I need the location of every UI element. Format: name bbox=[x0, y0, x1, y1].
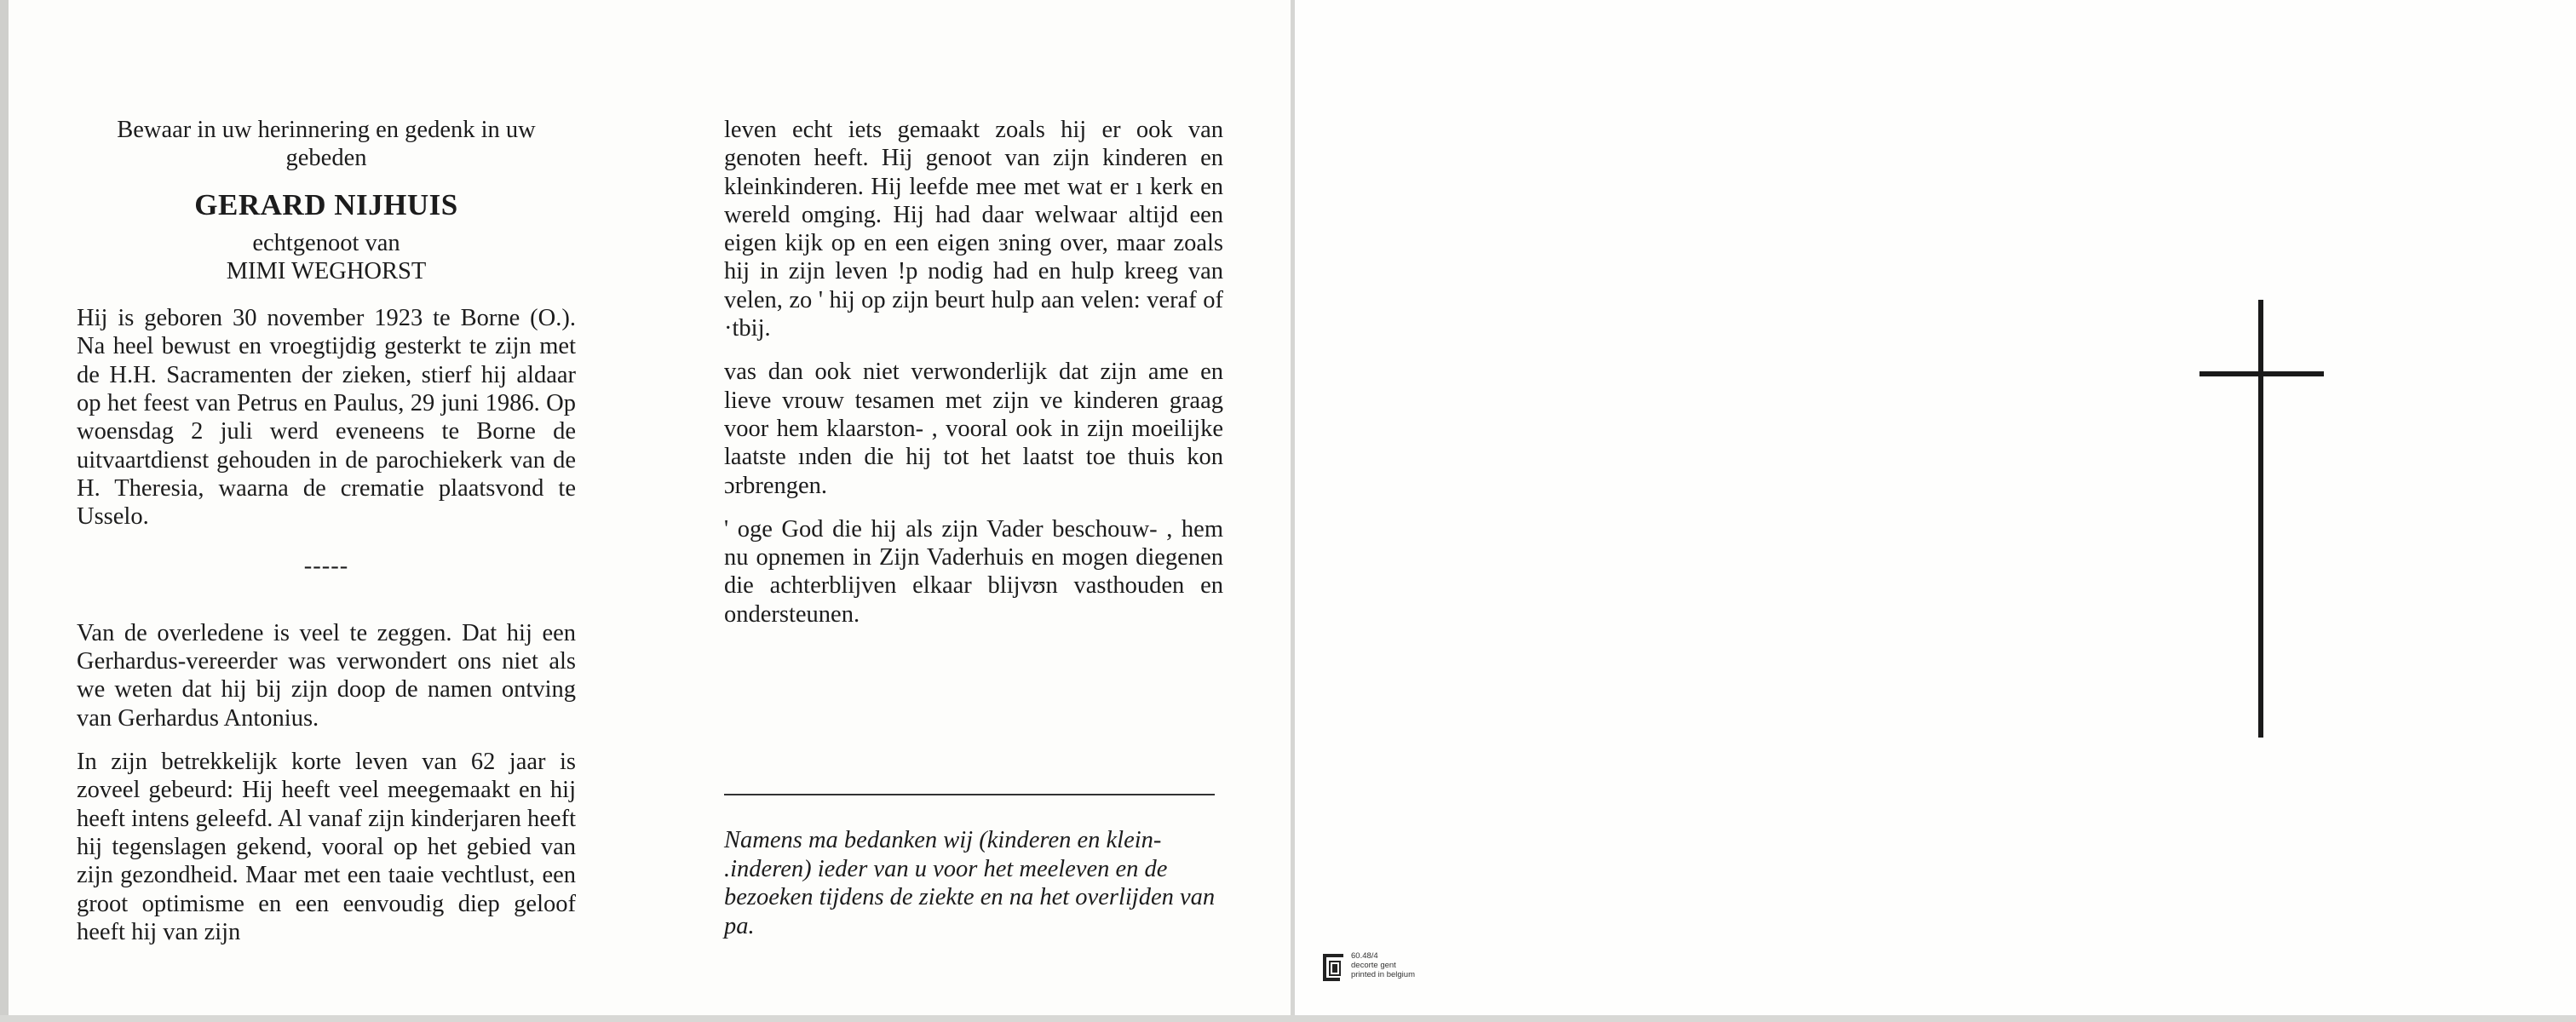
scan-bottom-edge bbox=[0, 1015, 2576, 1022]
printer-company: decorte gent bbox=[1351, 961, 1396, 970]
deceased-name: GERARD NIJHUIS bbox=[194, 187, 458, 221]
cross-icon bbox=[2258, 300, 2263, 738]
birth-paragraph: Hij is geboren 30 november 1923 te Borne (O.). Na heel bewust en vroegtijdig gesterkt te zijn met de H.H. Sacramenten der zieken, stierf hij aldaar op het feest van Petrus en Paulus, 29 juni 1986. Op woensdag 2 juli werd eveneens te Borne de uitvaartdienst gehouden in de parochiekerk van de H. Theresia, waarna de crematie plaatsvond te Usselo. bbox=[77, 305, 576, 531]
intro-text: Bewaar in uw herinnering en gedenk in uw gebeden bbox=[117, 117, 536, 172]
cross-icon-bar bbox=[2199, 371, 2324, 376]
printer-code: 60.48/4 bbox=[1351, 951, 1378, 961]
separator: ----- bbox=[303, 552, 349, 579]
card-back-panel bbox=[1295, 0, 2576, 1015]
text-column-left bbox=[77, 116, 576, 946]
continued-paragraph: leven echt iets gemaakt zoals hij er ook van genoten heeft. Hij genoot van zijn kinderen en kleinkinderen. Hij leefde mee met wat er ı kerk en wereld omging. Hij had daar welwaar altijd een eigen kijk op en een eigen ɜning over, maar zoals hij in zijn leven !p nodig had en hulp kreeg van velen, zo ' hij op zijn beurt hulp aan velen: veraf of ·tbij. bbox=[724, 117, 1223, 342]
card-edge-shadow bbox=[0, 0, 9, 1022]
text-column-right bbox=[724, 116, 1223, 629]
prayer-paragraph: ' oge God die hij als zijn Vader beschouw- , hem nu opnemen in Zijn Vaderhuis en mogen diegenen die achterblijven elkaar blijvʊn vasthouden en ondersteunen. bbox=[724, 515, 1223, 628]
family-paragraph: vas dan ook niet verwonderlijk dat zijn ame en lieve vrouw tesamen met zijn ve kinderen graag voor hem klaarston- , vooral ook in zijn moeilijke laatste ınden die hij tot het laatst toe thuis kon ɔrbrengen. bbox=[724, 359, 1223, 499]
name-paragraph: Van de overledene is veel te zeggen. Dat hij een Gerhardus-vereerder was verwondert ons niet als we weten dat hij bij zijn doop de namen ontving van Gerhardus Antonius. bbox=[77, 619, 576, 732]
spouse-name: MIMI WEGHORST bbox=[226, 257, 427, 284]
thanks-note: Namens ma bedanken wij (kinderen en klein- .inderen) ieder van u voor het meeleven en de bezoeken tijdens de ziekte en na het overlijden van pa. bbox=[724, 827, 1216, 939]
printer-logo-icon bbox=[1322, 953, 1344, 982]
spouse-label: echtgenoot van bbox=[252, 229, 400, 256]
printer-text bbox=[1351, 951, 1415, 979]
signature-rule bbox=[724, 794, 1215, 795]
printer-country: printed in belgium bbox=[1351, 970, 1415, 979]
life-paragraph: In zijn betrekkelijk korte leven van 62 jaar is zoveel gebeurd: Hij heeft veel meegemaakt en hij heeft intens geleefd. Al vanaf zijn kinderjaren heeft hij tegenslagen gekend, vooral op het gebied van zijn gezondheid. Maar met een taaie vechtlust, een groot optimisme en een eenvoudig diep geloof heeft hij van zijn bbox=[77, 749, 576, 945]
